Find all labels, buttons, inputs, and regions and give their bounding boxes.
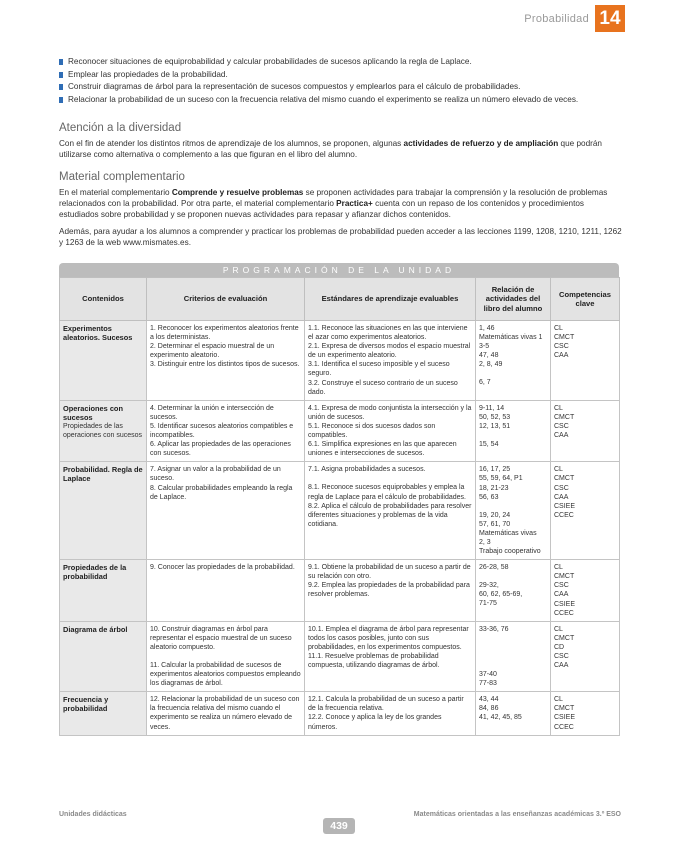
- cell-line: CCEC: [554, 511, 574, 519]
- bullet-square-icon: [59, 72, 63, 78]
- activities-cell: [476, 400, 551, 462]
- content-title: Operaciones con sucesos: [63, 403, 123, 422]
- content-cell: [60, 621, 147, 692]
- cell-line: 60, 62, 65-69,: [479, 591, 523, 599]
- content-title: Probabilidad. Regla de Laplace: [63, 465, 143, 484]
- table-header-row: [60, 278, 620, 321]
- objectives-list: [59, 56, 629, 106]
- table-row: [60, 462, 620, 560]
- cell-line: 5. Identificar sucesos aleatorios compatibles e incompatibles.: [150, 422, 294, 440]
- cell-line: 1, 46: [479, 325, 495, 332]
- cell-line: 37-40: [479, 670, 497, 678]
- table-row: [60, 400, 620, 462]
- cell-line: 6.1. Simplifica expresiones en las que aparecen uniones e intersecciones de sucesos.: [308, 441, 457, 458]
- activities-cell: [476, 321, 551, 401]
- cell-line: CL: [554, 325, 563, 332]
- header-standards: Estándares de aprendizaje evaluables: [305, 278, 476, 321]
- cell-line: 9.2. Emplea las propiedades de la probabilidad para resolver problemas.: [308, 582, 470, 599]
- cell-line: 8.1. Reconoce sucesos equiprobables y emplea la regla de Laplace para el cálculo de probabilidades.: [308, 484, 466, 501]
- cell-line: Trabajo cooperativo: [479, 548, 541, 556]
- cell-line: 43, 44: [479, 696, 499, 704]
- page-number: 439: [323, 818, 355, 834]
- competences-cell: [551, 621, 620, 692]
- cell-line: 84, 86: [479, 705, 499, 713]
- cell-line: 41, 42, 45, 85: [479, 714, 522, 722]
- criteria-cell: [147, 692, 305, 735]
- content-title: Frecuencia y probabilidad: [63, 695, 109, 714]
- header-competences: Competencias clave: [551, 278, 620, 321]
- cell-line: CSC: [554, 484, 569, 492]
- cell-line: CL: [554, 696, 563, 704]
- cell-line: CCEC: [554, 609, 574, 617]
- footer-left: Unidades didácticas: [59, 811, 127, 818]
- cell-line: [479, 634, 547, 643]
- cell-line: CL: [554, 404, 563, 412]
- cell-line: 33-36, 76: [479, 625, 509, 633]
- cell-line: [150, 652, 301, 661]
- cell-line: 12, 13, 51: [479, 422, 511, 430]
- activities-cell: [476, 692, 551, 735]
- cell-line: 3.1. Identifica el suceso imposible y el suceso seguro.: [308, 361, 450, 378]
- cell-line: CSC: [554, 653, 569, 660]
- content-title: Propiedades de la probabilidad: [63, 563, 127, 582]
- cell-line: 26-28, 58: [479, 564, 509, 572]
- objective-item: Emplear las propiedades de la probabilidad.: [59, 69, 629, 82]
- cell-line: 77-83: [479, 679, 497, 687]
- bullet-square-icon: [59, 59, 63, 65]
- cell-line: 12.2. Conoce y aplica la ley de los grandes números.: [308, 714, 442, 731]
- cell-line: 71-75: [479, 600, 497, 608]
- cell-line: 3.2. Construye el suceso contrario de un suceso dado.: [308, 379, 458, 396]
- bullet-square-icon: [59, 97, 63, 103]
- cell-line: [479, 652, 547, 661]
- cell-line: 9-11, 14: [479, 404, 505, 412]
- cell-line: 4.1. Expresa de modo conjuntista la intersección y la unión de sucesos.: [308, 404, 472, 421]
- complementary-heading: Material complementario: [59, 171, 185, 183]
- cell-line: CSC: [554, 582, 569, 590]
- criteria-cell: [147, 621, 305, 692]
- cell-line: CMCT: [554, 634, 575, 642]
- criteria-cell: [147, 400, 305, 462]
- cell-line: 10. Construir diagramas en árbol para representar el espacio muestral de un suceso aleatorio compuesto.: [150, 625, 292, 651]
- section-title: Probabilidad: [524, 13, 589, 25]
- cell-line: [479, 369, 547, 378]
- table-row: [60, 621, 620, 692]
- cell-line: CAA: [554, 493, 569, 501]
- content-cell: [60, 692, 147, 735]
- content-cell: [60, 560, 147, 622]
- cell-line: CAA: [554, 352, 569, 360]
- table-row: [60, 692, 620, 735]
- content-cell: [60, 400, 147, 462]
- footer-right: Matemáticas orientadas a las enseñanzas académicas 3.º ESO: [413, 811, 621, 818]
- competences-cell: [551, 560, 620, 622]
- cell-line: 2. Determinar el espacio muestral de un experimento aleatorio.: [150, 343, 275, 360]
- content-subtitle: Propiedades de las operaciones con sucesos: [63, 422, 142, 440]
- standards-cell: [305, 400, 476, 462]
- competences-cell: [551, 321, 620, 401]
- cell-line: CMCT: [554, 475, 575, 483]
- cell-line: 3-5: [479, 343, 490, 351]
- cell-line: [479, 643, 547, 652]
- standards-cell: [305, 462, 476, 560]
- table-row: [60, 560, 620, 622]
- cell-line: CSIEE: [554, 502, 576, 510]
- cell-line: 10.1. Emplea el diagrama de árbol para representar todos los casos posibles, junto con sus probabilidades, en los experimentos compuestos.: [308, 625, 469, 651]
- cell-line: CMCT: [554, 334, 575, 342]
- content-cell: [60, 462, 147, 560]
- cell-line: 29-32,: [479, 582, 499, 590]
- cell-line: CL: [554, 564, 563, 572]
- standards-cell: [305, 621, 476, 692]
- objective-item: Construir diagramas de árbol para la representación de sucesos compuestos y emplearlos para el cálculo de probabilidades.: [59, 81, 629, 94]
- competences-cell: [551, 462, 620, 560]
- cell-line: CSIEE: [554, 600, 576, 608]
- competences-cell: [551, 692, 620, 735]
- cell-line: [479, 572, 547, 581]
- cell-line: 18, 21-23: [479, 484, 509, 492]
- cell-line: CL: [554, 625, 563, 633]
- cell-line: CAA: [554, 591, 569, 599]
- cell-line: CL: [554, 466, 563, 474]
- cell-line: CCEC: [554, 723, 574, 731]
- cell-line: 47, 48: [479, 352, 499, 360]
- unit-program-table: [59, 263, 619, 736]
- diversity-paragraph: Con el fin de atender los distintos ritmos de aprendizaje de los alumnos, se proponen, algunas actividades de refuerzo y de ampliación que podrán utilizarse como alternativa o complemento a las que figuran en el libro del alumno.: [59, 139, 602, 160]
- diversity-heading: Atención a la diversidad: [59, 122, 182, 134]
- standards-cell: [305, 560, 476, 622]
- cell-line: 55, 59, 64, P1: [479, 475, 523, 483]
- cell-line: CSIEE: [554, 714, 576, 722]
- criteria-cell: [147, 321, 305, 401]
- cell-line: 7. Asignar un valor a la probabilidad de un suceso.: [150, 466, 281, 483]
- cell-line: Matemáticas vivas 1: [479, 334, 543, 342]
- cell-line: 3. Distinguir entre los distintos tipos de sucesos.: [150, 361, 300, 369]
- cell-line: CAA: [554, 432, 569, 440]
- cell-line: CMCT: [554, 413, 575, 421]
- cell-line: 16, 17, 25: [479, 466, 511, 474]
- cell-line: 50, 52, 53: [479, 413, 511, 421]
- table-row: [60, 321, 620, 401]
- cell-line: 1.1. Reconoce las situaciones en las que interviene el azar como experimentos aleatorios.: [308, 325, 468, 342]
- cell-line: 9. Conocer las propiedades de la probabilidad.: [150, 564, 295, 572]
- activities-cell: [476, 621, 551, 692]
- standards-cell: [305, 321, 476, 401]
- objective-item: Reconocer situaciones de equiprobabilidad y calcular probabilidades de sucesos aplicando la regla de Laplace.: [59, 56, 629, 69]
- cell-line: 8. Calcular probabilidades empleando la regla de Laplace.: [150, 484, 293, 501]
- cell-line: 2.1. Expresa de diversos modos el espacio muestral de un experimento aleatorio.: [308, 343, 471, 360]
- cell-line: CMCT: [554, 573, 575, 581]
- cell-line: 56, 63: [479, 493, 499, 501]
- cell-line: 5.1. Reconoce si dos sucesos dados son compatibles.: [308, 422, 436, 440]
- cell-line: CSC: [554, 343, 569, 351]
- standards-cell: [305, 692, 476, 735]
- cell-line: CD: [554, 643, 565, 651]
- cell-line: 12. Relacionar la probabilidad de un suceso con la frecuencia relativa del mismo cuando el experimento se realiza un número elevado de veces.: [150, 696, 300, 731]
- header-contents: Contenidos: [60, 278, 147, 321]
- objective-item: Relacionar la probabilidad de un suceso con la frecuencia relativa del mismo cuando el experimento se realiza un número elevado de veces.: [59, 94, 629, 107]
- competences-cell: [551, 400, 620, 462]
- cell-line: 2, 3: [479, 538, 491, 546]
- criteria-cell: [147, 462, 305, 560]
- cell-line: 6. Aplicar las propiedades de las operaciones con sucesos.: [150, 441, 291, 458]
- content-cell: [60, 321, 147, 401]
- cell-line: 7.1. Asigna probabilidades a sucesos.: [308, 466, 426, 474]
- cell-line: 6, 7: [479, 379, 491, 387]
- cell-line: CSC: [554, 422, 569, 430]
- cell-line: CMCT: [554, 705, 575, 713]
- table-title: PROGRAMACIÓN DE LA UNIDAD: [59, 263, 619, 277]
- cell-line: Matemáticas vivas: [479, 529, 537, 537]
- cell-line: 9.1. Obtiene la probabilidad de un suceso a partir de su relación con otro.: [308, 564, 471, 581]
- cell-line: 12.1. Calcula la probabilidad de un suceso a partir de la frecuencia relativa.: [308, 696, 464, 713]
- cell-line: 8.2. Aplica el cálculo de probabilidades para resolver diferentes situaciones y problemas de la vida cotidiana.: [308, 502, 472, 528]
- activities-cell: [476, 560, 551, 622]
- header-criteria: Criterios de evaluación: [147, 278, 305, 321]
- cell-line: [308, 474, 472, 483]
- cell-line: 11. Calcular la probabilidad de sucesos de experimentos aleatorios compuestos empleando los diagramas de árbol.: [150, 662, 301, 688]
- cell-line: 11.1. Resuelve problemas de probabilidad compuesta, utilizando diagramas de árbol.: [308, 653, 440, 670]
- header-activities: Relación de actividades del libro del alumno: [476, 278, 551, 321]
- unit-number-badge: 14: [595, 5, 625, 32]
- cell-line: 15, 54: [479, 441, 499, 449]
- cell-line: [479, 502, 547, 511]
- web-lessons-paragraph: Además, para ayudar a los alumnos a comprender y practicar los problemas de probabilidad pueden acceder a las lecciones 1199, 1208, 1210, 1211, 1262 y 1263 de la web www.mismates.es.: [59, 227, 622, 248]
- cell-line: 19, 20, 24: [479, 511, 511, 519]
- cell-line: 4. Determinar la unión e intersección de sucesos.: [150, 404, 274, 421]
- criteria-cell: [147, 560, 305, 622]
- cell-line: CAA: [554, 662, 569, 670]
- bullet-square-icon: [59, 84, 63, 90]
- cell-line: 57, 61, 70: [479, 520, 511, 528]
- complementary-paragraph: En el material complementario Comprende y resuelve problemas se proponen actividades para trabajar la comprensión y la resolución de problemas relacionados con la probabilidad. Por otra parte, el material complementario Practica+ cuenta con un repaso de los contenidos y procedimientos estudiados sobre probabilidad y se proponen nuevas actividades para repasar y afianzar dichos contenidos.: [59, 188, 608, 220]
- content-title: Diagrama de árbol: [63, 624, 128, 634]
- cell-line: 1. Reconocer los experimentos aleatorios frente a los deterministas.: [150, 325, 299, 342]
- activities-cell: [476, 462, 551, 560]
- content-title: Experimentos aleatorios. Sucesos: [63, 324, 133, 343]
- cell-line: [479, 431, 547, 440]
- cell-line: [479, 661, 547, 670]
- cell-line: 2, 8, 49: [479, 361, 503, 369]
